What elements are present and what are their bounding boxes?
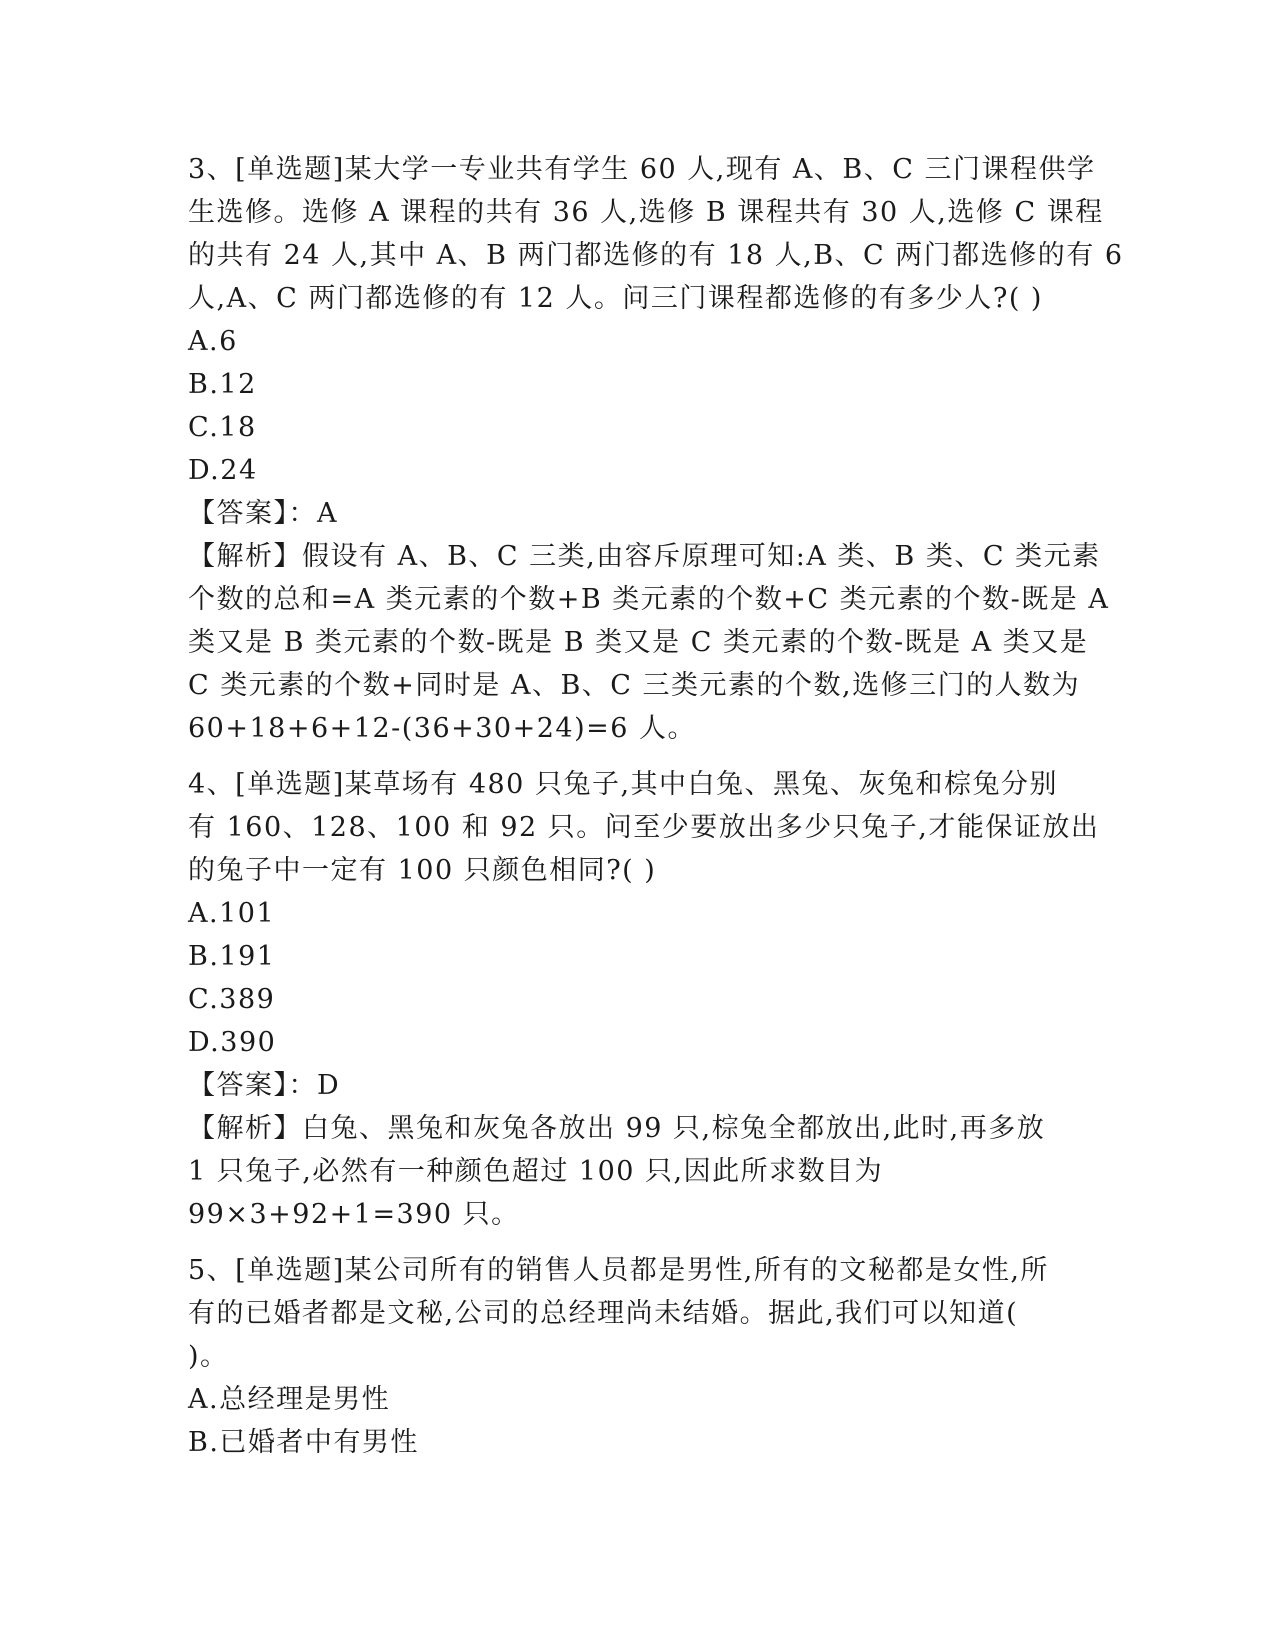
analysis-line: 1 只兔子,必然有一种颜色超过 100 只,因此所求数目为 bbox=[188, 1156, 884, 1187]
option-a: A.总经理是男性 bbox=[188, 1384, 391, 1415]
option-a: A.6 bbox=[188, 326, 238, 357]
analysis-line: 【解析】白兔、黑兔和灰兔各放出 99 只,棕兔全都放出,此时,再多放 bbox=[188, 1113, 1046, 1144]
option-b: B.191 bbox=[188, 941, 276, 972]
analysis-line: 99×3+92+1=390 只。 bbox=[188, 1199, 520, 1230]
option-d: D.390 bbox=[188, 1027, 277, 1058]
question-stem-line: 3、[单选题]某大学一专业共有学生 60 人,现有 A、B、C 三门课程供学 bbox=[188, 154, 1096, 185]
document-page bbox=[188, 148, 1124, 1464]
analysis-line: 类又是 B 类元素的个数-既是 B 类又是 C 类元素的个数-既是 A 类又是 bbox=[188, 627, 1089, 658]
analysis-line: 【解析】假设有 A、B、C 三类,由容斥原理可知:A 类、B 类、C 类元素 bbox=[188, 541, 1101, 572]
option-d: D.24 bbox=[188, 455, 258, 486]
question-stem-line: 4、[单选题]某草场有 480 只兔子,其中白兔、黑兔、灰兔和棕兔分别 bbox=[188, 769, 1059, 800]
option-a: A.101 bbox=[188, 898, 276, 929]
question-3 bbox=[188, 148, 1124, 750]
analysis-line: 个数的总和=A 类元素的个数+B 类元素的个数+C 类元素的个数-既是 A bbox=[188, 584, 1110, 615]
option-b: B.已婚者中有男性 bbox=[188, 1427, 419, 1458]
option-c: C.18 bbox=[188, 412, 257, 443]
answer-line: 【答案】：D bbox=[188, 1070, 341, 1101]
option-b: B.12 bbox=[188, 369, 257, 400]
question-spacer bbox=[188, 750, 1088, 763]
question-stem-line: 有 160、128、100 和 92 只。问至少要放出多少只兔子,才能保证放出 bbox=[188, 812, 1100, 843]
analysis-line: 60+18+6+12-(36+30+24)=6 人。 bbox=[188, 713, 697, 744]
question-stem-line: 生选修。选修 A 课程的共有 36 人,选修 B 课程共有 30 人,选修 C 课程 bbox=[188, 197, 1104, 228]
question-spacer bbox=[188, 1236, 1088, 1249]
question-stem-line: 的兔子中一定有 100 只颜色相同?( ) bbox=[188, 855, 657, 886]
answer-line: 【答案】：A bbox=[188, 498, 338, 529]
question-5 bbox=[188, 1249, 1088, 1464]
option-c: C.389 bbox=[188, 984, 276, 1015]
question-stem-line: 的共有 24 人,其中 A、B 两门都选修的有 18 人,B、C 两门都选修的有 6 bbox=[188, 240, 1124, 271]
question-4 bbox=[188, 763, 1100, 1236]
question-stem-line: 5、[单选题]某公司所有的销售人员都是男性,所有的文秘都是女性,所 bbox=[188, 1255, 1049, 1286]
question-stem-line: )。 bbox=[188, 1341, 229, 1372]
question-stem-line: 有的已婚者都是文秘,公司的总经理尚未结婚。据此,我们可以知道( bbox=[188, 1298, 1019, 1329]
question-stem-line: 人,A、C 两门都选修的有 12 人。问三门课程都选修的有多少人?( ) bbox=[188, 283, 1043, 314]
analysis-line: C 类元素的个数+同时是 A、B、C 三类元素的个数,选修三门的人数为 bbox=[188, 670, 1081, 701]
